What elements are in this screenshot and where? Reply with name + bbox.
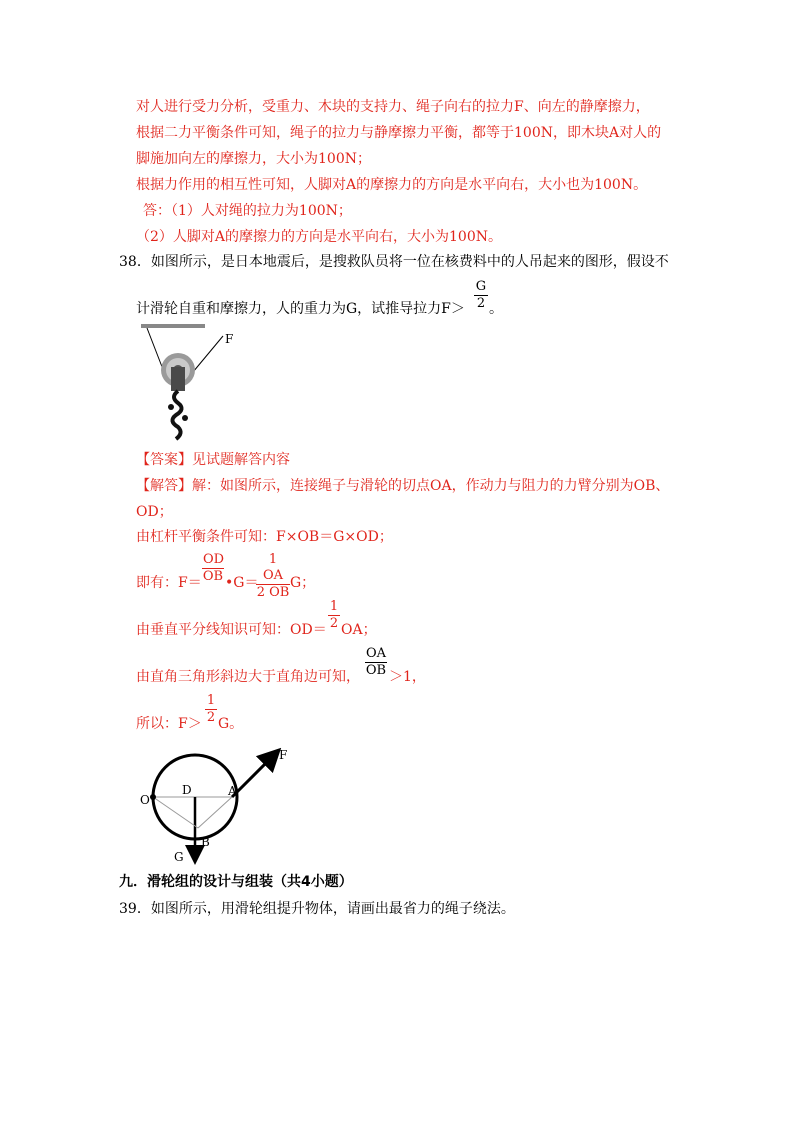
q39-text: 39．如图所示，用滑轮组提升物体，请画出最省力的绳子绕法。: [119, 901, 515, 917]
q38-line-2: 计滑轮自重和摩擦力，人的重力为G，试推导拉力F＞: [136, 301, 465, 317]
bisector-line-end: OA；: [341, 622, 377, 638]
lever-circle-diagram: [140, 740, 300, 865]
hypotenuse-line-pre: 由直角三角形斜边大于直角边可知，: [136, 669, 360, 685]
equation-line-end: G；: [290, 575, 316, 591]
section-9-heading: 九．滑轮组的设计与组装（共4小题）: [119, 874, 353, 890]
label-G: G: [174, 850, 184, 864]
label-D: D: [182, 783, 192, 797]
fraction-od-ob: $\frac{OD}{OB}$: [202, 552, 225, 584]
analysis-line-1: 【解答】解：如图所示，连接绳子与滑轮的切点OA，作动力与阻力的力臂分别为OB、: [136, 478, 670, 494]
answer-line: 【答案】见试题解答内容: [136, 452, 290, 468]
q38-line-2-end: 。: [489, 301, 503, 317]
prev-answer-line-6: （2）人脚对A的摩擦力的方向是水平向右，大小为100N。: [136, 229, 502, 245]
q38-fraction: $\frac{G}{2}$: [475, 279, 487, 311]
prev-answer-line-1: 对人进行受力分析，受重力、木块的支持力、绳子向右的拉力F、向左的静摩擦力，: [136, 99, 650, 115]
figure-label-F: F: [225, 332, 234, 346]
fraction-oa-ob: $\frac{OA}{OB}$: [365, 646, 387, 678]
analysis-line-2: OD；: [136, 504, 173, 520]
label-A: A: [228, 784, 237, 798]
label-O: O: [140, 793, 150, 807]
fraction-half-oa-ob: $\frac{1 OA}{2 OB}$: [256, 552, 290, 600]
conclusion-line-end: G。: [218, 716, 244, 732]
equation-line-pre: 即有：F＝: [136, 575, 202, 591]
hypotenuse-line-end: ＞1，: [389, 669, 426, 685]
label-B: B: [201, 835, 210, 849]
conclusion-line-pre: 所以：F＞: [136, 716, 202, 732]
pulley-rescue-figure: [138, 322, 238, 447]
fraction-half-2: $\frac{1}{2}$: [206, 693, 216, 725]
lever-condition-line: 由杠杆平衡条件可知：F×OB＝G×OD；: [136, 529, 393, 545]
label-F: F: [279, 748, 288, 762]
q38-line-1: 38．如图所示，是日本地震后，是搜救队员将一位在核费料中的人吊起来的图形，假设不: [119, 254, 669, 270]
equation-line-mid: •G＝: [225, 575, 259, 591]
prev-answer-line-5: 答：（1）人对绳的拉力为100N；: [143, 203, 352, 219]
prev-answer-line-2: 根据二力平衡条件可知，绳子的拉力与静摩擦力平衡，都等于100N，即木块A对人的: [136, 125, 662, 141]
fraction-half-1: $\frac{1}{2}$: [329, 599, 339, 631]
prev-answer-line-4: 根据力作用的相互性可知，人脚对A的摩擦力的方向是水平向右，大小也为100N。: [136, 177, 648, 193]
prev-answer-line-3: 脚施加向左的摩擦力，大小为100N；: [136, 151, 371, 167]
bisector-line-pre: 由垂直平分线知识可知：OD＝: [136, 622, 327, 638]
